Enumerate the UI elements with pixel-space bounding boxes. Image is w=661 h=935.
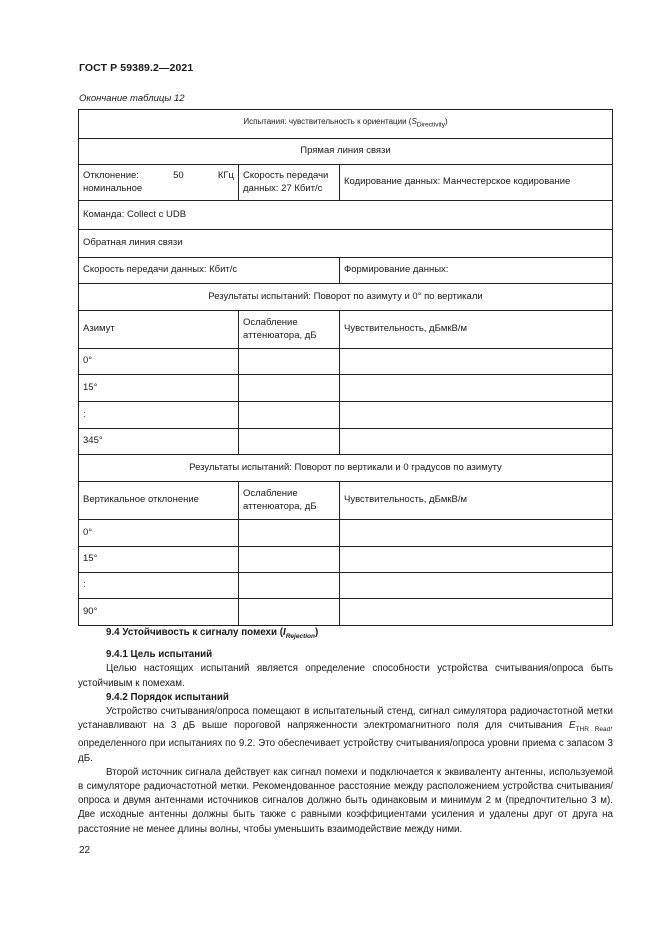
results2-empty-cell <box>239 547 340 573</box>
paragraph-1: Целью настоящих испытаний является определение способности устройства считывания/опроса быть устойчивым к помехам. <box>78 663 613 689</box>
results2-header-vertical: Вертикальное отклонение <box>79 482 239 520</box>
results1-row-label: 345° <box>79 429 239 455</box>
reverse-format-cell: Формирование данных: <box>340 258 613 284</box>
page-number: 22 <box>79 845 91 856</box>
results2-empty-cell <box>340 599 613 626</box>
test-table <box>78 109 613 626</box>
results2-row-label: 90° <box>79 599 239 626</box>
results1-empty-cell <box>340 375 613 402</box>
document-header: ГОСТ Р 59389.2—2021 <box>79 62 194 74</box>
results2-empty-cell <box>340 547 613 573</box>
results2-row-label: : <box>79 573 239 599</box>
command-cell: Команда: Collect с UDB <box>79 201 613 230</box>
results2-row-label: 0° <box>79 520 239 547</box>
results2-header-sensitivity: Чувствительность, дБмкВ/м <box>340 482 613 520</box>
results2-empty-cell <box>239 573 340 599</box>
results1-empty-cell <box>340 349 613 375</box>
table-title: Испытания: чувствительность к ориентации $(S_{Directivity})$ <box>79 110 613 139</box>
results1-empty-cell <box>239 349 340 375</box>
paragraph-2: Устройство считывания/опроса помещают в испытательный стенд, сигнал симулятора радиочастотной метки устанавливают на 3 дБ выше пороговой напряженности электромагнитного поля для считывания $E_{THR Read}$, определенного при испытаниях по 9.2. Это обеспечивает устройству считывания/опроса уровни приема с запасом 3 дБ. <box>78 705 613 764</box>
results1-row-label: : <box>79 402 239 429</box>
table-caption: Окончание таблицы 12 <box>79 93 185 104</box>
forward-link-heading: Прямая линия связи <box>79 139 613 165</box>
results1-empty-cell <box>340 402 613 429</box>
paragraph-3: Второй источник сигнала действует как сигнал помехи и подключается к эквиваленту антенны, используемой в симуляторе радиочастотной метки. Рекомендованное расстояние между расположением устройства считывания/опроса и двумя антеннами источников сигналов должно быть одинаковым и минимум 2 м (предпочтительно 3 м). Две исходные антенны должны быть также с равными коэффициентами усиления и удалены друг от друга на расстояние не менее длины волны, чтобы уменьшить взаимодействие между ними. <box>78 766 613 835</box>
results2-row-label: 15° <box>79 547 239 573</box>
subsection-heading-2: 9.4.2 Порядок испытаний <box>106 691 229 703</box>
section-body <box>78 626 613 837</box>
results1-row-label: 15° <box>79 375 239 402</box>
results1-header-attenuation: Ослабление аттенюатора, дБ <box>239 311 340 349</box>
results2-empty-cell <box>340 520 613 547</box>
reverse-link-cell: Обратная линия связи <box>79 230 613 258</box>
reverse-rate-cell: Скорость передачи данных: Кбит/с <box>79 258 340 284</box>
results2-header-attenuation: Ослабление аттенюатора, дБ <box>239 482 340 520</box>
results2-empty-cell <box>239 599 340 626</box>
results2-title: Результаты испытаний: Поворот по вертикали и 0 градусов по азимуту <box>79 455 613 482</box>
results1-header-sensitivity: Чувствительность, дБмкВ/м <box>340 311 613 349</box>
results2-empty-cell <box>239 520 340 547</box>
results1-empty-cell <box>239 429 340 455</box>
results1-empty-cell <box>239 402 340 429</box>
results2-empty-cell <box>340 573 613 599</box>
results1-title: Результаты испытаний: Поворот по азимуту и 0° по вертикали <box>79 284 613 311</box>
forward-rate-cell: Скорость передачи данных: 27 Кбит/с <box>239 165 340 201</box>
results1-empty-cell <box>239 375 340 402</box>
results1-row-label: 0° <box>79 349 239 375</box>
results1-header-azimuth: Азимут <box>79 311 239 349</box>
results1-empty-cell <box>340 429 613 455</box>
section-heading: 9.4 Устойчивость к сигналу помехи $(I_{Rejection})$ <box>106 627 319 640</box>
forward-coding-cell: Кодирование данных: Манчестерское кодирование <box>340 165 613 201</box>
deviation-cell: Отклонение: 50 КГц номинальное <box>79 165 239 201</box>
subsection-heading-1: 9.4.1 Цель испытаний <box>106 649 213 661</box>
